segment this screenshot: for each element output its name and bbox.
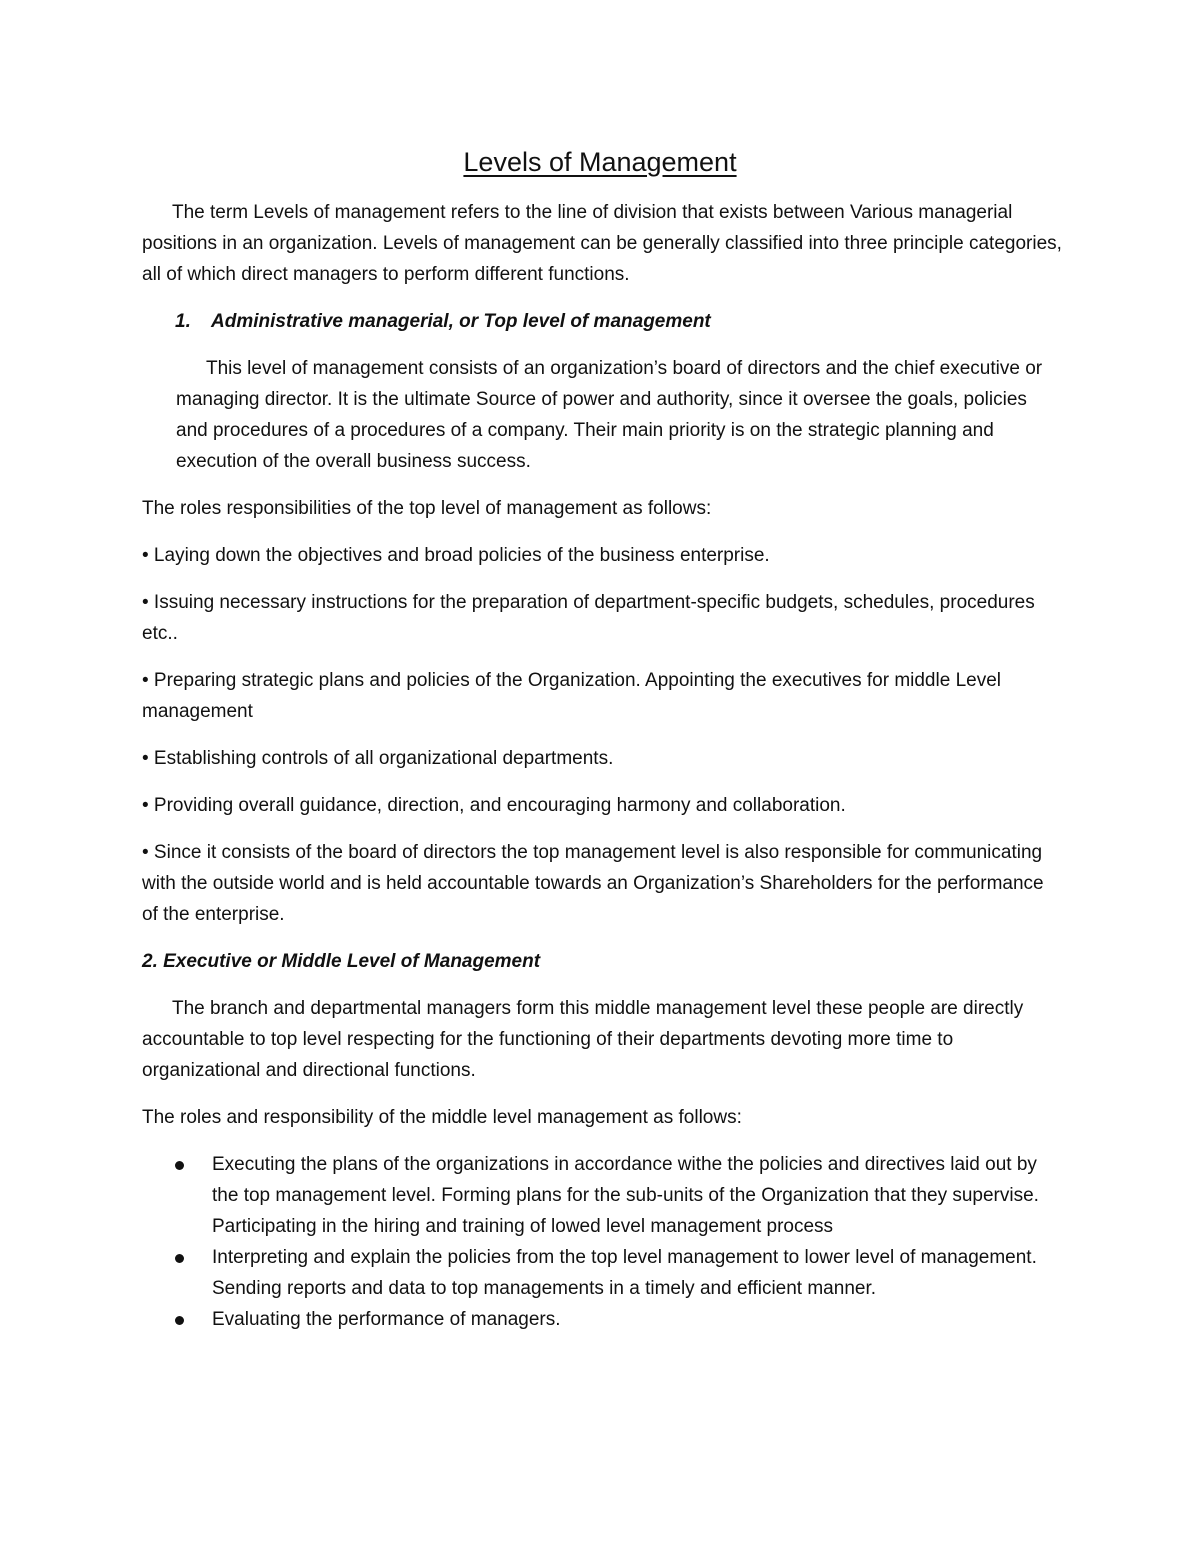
section-1-heading-text: Administrative managerial, or Top level of management — [211, 311, 711, 332]
list-item-text: Interpreting and explain the policies from the top level management to lower level of management. Sending reports and data to top managements in a timely and efficient manner. — [212, 1247, 1037, 1299]
section-1-role-item: • Laying down the objectives and broad policies of the business enterprise. — [142, 545, 770, 566]
bullet-icon — [175, 1161, 184, 1170]
section-1-roles-intro: The roles responsibilities of the top level of management as follows: — [142, 498, 712, 519]
list-item — [142, 1149, 1062, 1242]
section-1-role-item: • Establishing controls of all organizational departments. — [142, 748, 614, 769]
list-item-text: Executing the plans of the organizations in accordance withe the policies and directives laid out by the top management level. Forming plans for the sub-units of the Organization that they supervise. Participating in the hiring and training of lowed level management process — [212, 1154, 1039, 1237]
section-2-body: The branch and departmental managers form this middle management level these people are directly accountable to top level respecting for the functioning of their departments devoting more time to organizational and directional functions. — [142, 998, 1024, 1081]
section-1-body: This level of management consists of an organization’s board of directors and the chief executive or managing director. It is the ultimate Source of power and authority, since it oversee the goals, policies and procedures of a procedures of a company. Their main priority is on the strategic planning and execution of the overall business success. — [176, 358, 1043, 472]
section-1-role-item: • Since it consists of the board of directors the top management level is also responsible for communicating with the outside world and is held accountable towards an Organization’s Shareholders for the performance of the enterprise. — [142, 842, 1044, 925]
document-body — [142, 197, 1062, 1335]
bullet-icon — [175, 1254, 184, 1263]
bullet-icon — [175, 1316, 184, 1325]
intro-paragraph: The term Levels of management refers to the line of division that exists between Various managerial positions in an organization. Levels of management can be generally classified into three principle categories, all of which direct managers to perform different functions. — [142, 202, 1062, 285]
section-1-role-item: • Providing overall guidance, direction, and encouraging harmony and collaboration. — [142, 795, 846, 816]
section-2-heading: 2. Executive or Middle Level of Management — [142, 951, 541, 972]
section-1-role-item: • Issuing necessary instructions for the preparation of department-specific budgets, schedules, procedures etc.. — [142, 592, 1035, 644]
list-item — [142, 1304, 1062, 1335]
section-2-roles-intro: The roles and responsibility of the middle level management as follows: — [142, 1107, 742, 1128]
page-title: Levels of Management — [463, 147, 737, 177]
list-item-text: Evaluating the performance of managers. — [212, 1309, 561, 1330]
list-item — [142, 1242, 1062, 1304]
section-1-role-item: • Preparing strategic plans and policies of the Organization. Appointing the executives for middle Level management — [142, 670, 1001, 722]
section-1-number: 1. — [175, 311, 191, 332]
section-2-role-list — [142, 1149, 1062, 1335]
section-1-heading — [175, 306, 1062, 337]
